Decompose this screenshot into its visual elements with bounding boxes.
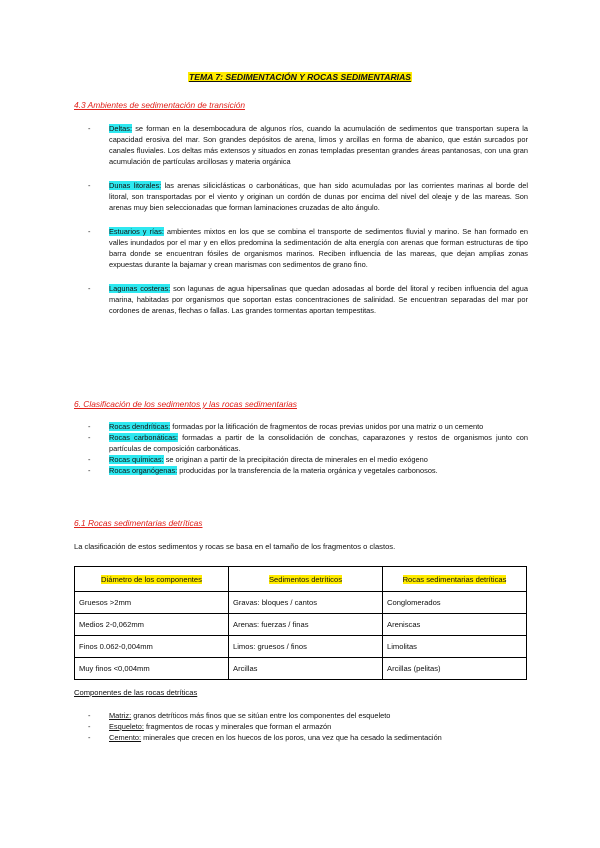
- table-cell: Arenas: fuerzas / finas: [229, 614, 383, 636]
- table-cell: Conglomerados: [383, 592, 527, 614]
- table-header-row: [75, 567, 527, 592]
- table-cell: Gruesos >2mm: [75, 592, 229, 614]
- list-item: - Rocas carbonáticas: formadas a partir de la consolidación de conchas, caparazones y restos de organismos junto con partículas de composición carbonáticas.: [88, 432, 528, 454]
- table-cell: Limos: gruesos / finos: [229, 636, 383, 658]
- term-underlined: Esqueleto:: [109, 722, 144, 731]
- list-item: - Estuarios y rías: ambientes mixtos en los que se combina el transporte de sedimentos fluvial y marino. Se han formado en valles inundados por el mar y en ellos predomina la sedimentación de alta energía con arenas que forman estructuras de tipo barra donde se encuentran fósiles de organismos marinos. Reciben influencia de las mareas, que dejan amplias zonas expuestas durante la bajamar y crean marismas con sedimentos de grano fino.: [88, 226, 528, 270]
- list-item: - Matriz: granos detríticos más finos que se sitúan entre los componentes del esqueleto: [88, 710, 528, 721]
- section-heading-6-1: 6.1 Rocas sedimentarias detríticas: [74, 518, 203, 528]
- section-heading-4-3: 4.3 Ambientes de sedimentación de transición: [74, 100, 246, 110]
- term-highlight: Estuarios y rías:: [109, 227, 164, 236]
- term-highlight: Rocas dendríticas:: [109, 422, 171, 431]
- table-cell: Arcillas (pelitas): [383, 658, 527, 680]
- list-item: - Cemento: minerales que crecen en los huecos de los poros, una vez que ha cesado la sedimentación: [88, 732, 528, 743]
- term-highlight: Rocas organógenas:: [109, 466, 178, 475]
- list-item: - Rocas químicas: se originan a partir de la precipitación directa de minerales en el medio exógeno: [88, 454, 528, 465]
- term-highlight: Lagunas costeras:: [109, 284, 171, 293]
- table-row: [75, 636, 527, 658]
- table-header: Rocas sedimentarias detríticas: [383, 567, 527, 592]
- term-highlight: Rocas químicas:: [109, 455, 164, 464]
- table-cell: Muy finos <0,004mm: [75, 658, 229, 680]
- list-item: - Rocas dendríticas: formadas por la litificación de fragmentos de rocas previas unidos por una matriz o un cemento: [88, 421, 528, 432]
- table-cell: Medios 2-0,062mm: [75, 614, 229, 636]
- table-header: Sedimentos detríticos: [229, 567, 383, 592]
- table-cell: Arcillas: [229, 658, 383, 680]
- term-underlined: Matriz:: [109, 711, 132, 720]
- table-cell: Gravas: bloques / cantos: [229, 592, 383, 614]
- table-header: Diámetro de los componentes: [75, 567, 229, 592]
- list-item: - Dunas litorales: las arenas siliciclásticas o carbonáticas, que han sido acumuladas por las corrientes marinas al borde del litoral, son transportadas por el viento y originan un cordón de dunas por encima del nivel del oleaje y de las mareas. Son arenas muy bien seleccionadas que forman laminaciones cruzadas de alto ángulo.: [88, 180, 528, 213]
- components-list: [88, 710, 528, 743]
- document-title: TEMA 7: SEDIMENTACIÓN Y ROCAS SEDIMENTARIAS: [188, 72, 412, 82]
- list-item: - Deltas: se forman en la desembocadura de algunos ríos, cuando la acumulación de sedimentos que transportan supera la capacidad erosiva del mar. Son grandes depósitos de arena, limos y arcillas en forma de abanico, que están surcados por canales fluviales. Los deltas más extensos y situados en zonas templadas presentan grandes áreas pantanosas, con una gran acumulación de partículas arcillosas y materia orgánica: [88, 123, 528, 167]
- table-row: [75, 658, 527, 680]
- rock-classification-list: [88, 421, 528, 476]
- term-highlight: Dunas litorales:: [109, 181, 162, 190]
- components-title: Componentes de las rocas detríticas: [74, 688, 198, 697]
- term-highlight: Deltas:: [109, 124, 133, 133]
- term-underlined: Cemento:: [109, 733, 142, 742]
- grain-size-table: [74, 566, 527, 680]
- intro-paragraph: La clasificación de estos sedimentos y rocas se basa en el tamaño de los fragmentos o clastos.: [74, 542, 396, 551]
- table-row: [75, 592, 527, 614]
- table-row: [75, 614, 527, 636]
- list-item: - Lagunas costeras: son lagunas de agua hipersalinas que quedan adosadas al borde del litoral y reciben influencia del agua marina, habitadas por organismos que soportan estas concentraciones de salinidad. Se encuentran separadas del mar por cordones de arenas, flechas o fallas. Las grandes tormentas aportan tempestitas.: [88, 283, 528, 316]
- term-highlight: Rocas carbonáticas:: [109, 433, 178, 442]
- transition-environments-list: [88, 123, 528, 316]
- table-cell: Finos 0.062-0,004mm: [75, 636, 229, 658]
- table-cell: Areniscas: [383, 614, 527, 636]
- section-heading-6: 6. Clasificación de los sedimentos y las rocas sedimentarias: [74, 399, 297, 409]
- list-item: - Rocas organógenas: producidas por la transferencia de la materia orgánica y vegetales carbonosos.: [88, 465, 528, 476]
- table-cell: Limolitas: [383, 636, 527, 658]
- list-item: - Esqueleto: fragmentos de rocas y minerales que forman el armazón: [88, 721, 528, 732]
